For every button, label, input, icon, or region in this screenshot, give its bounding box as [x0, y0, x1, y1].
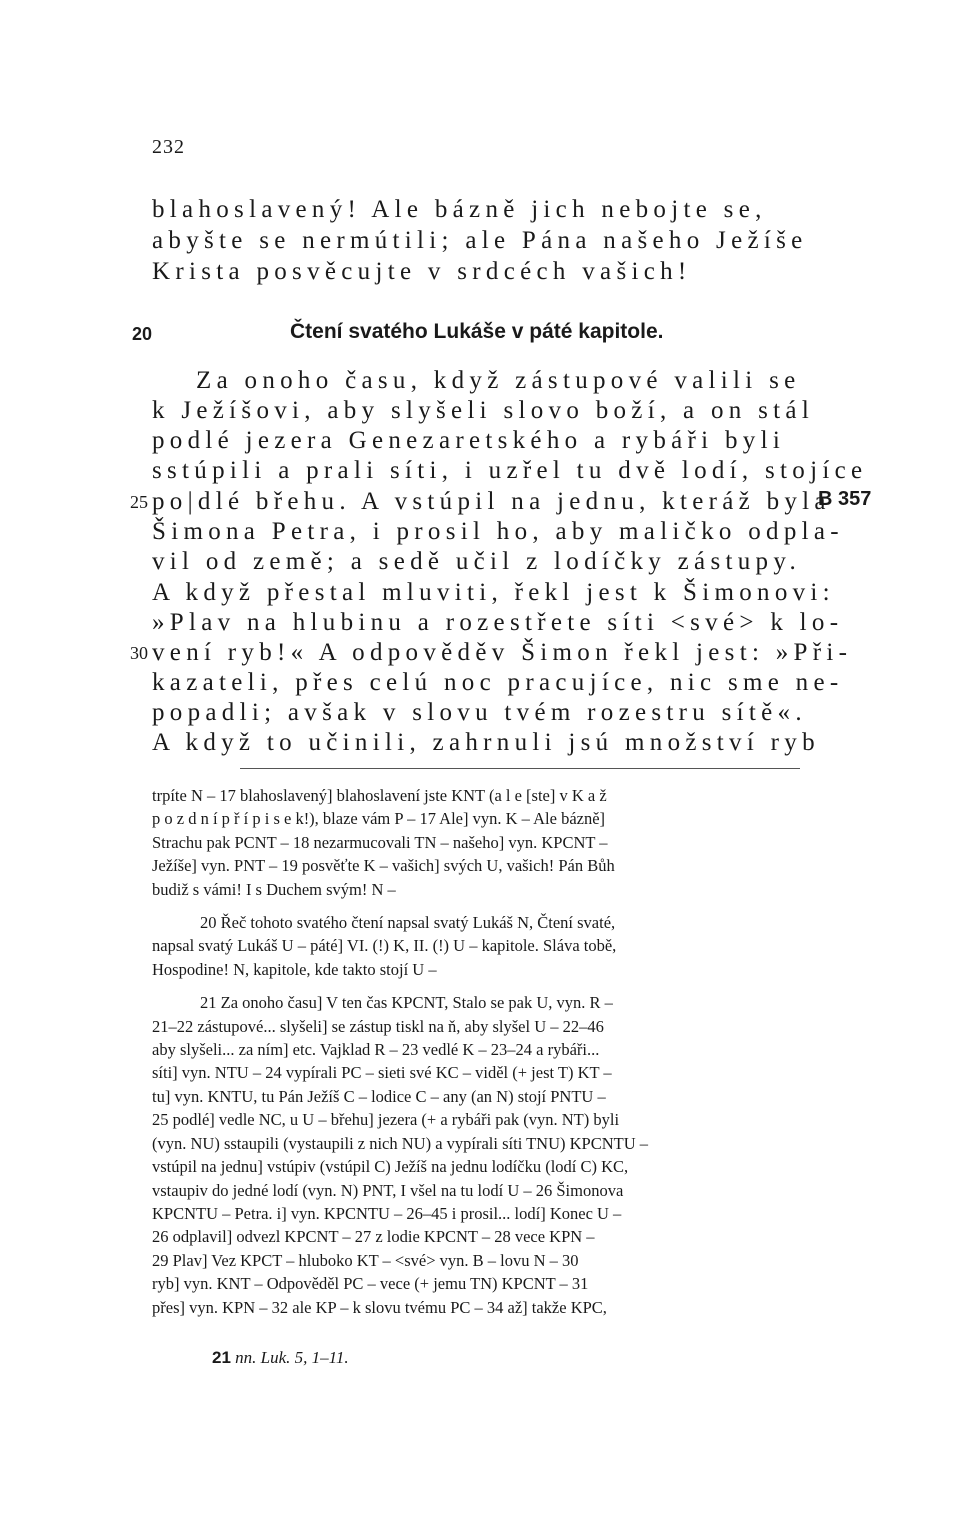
note-line: vstúpil na jednu] vstúpiv (vstúpil C) Ježíš na jednu lodíčku (lodí C) KC,	[152, 1157, 629, 1177]
note-line: (vyn. NU) sstaupili (vystaupili z nich NU) a vypírali síti TNU) KPCNTU –	[152, 1133, 649, 1153]
note-line: aby slyšeli... za ním] etc. Vajklad R – 23 vedlé K – 23–24 a rybáři...	[152, 1040, 600, 1060]
note-line: 21 Za onoho času] V ten čas KPCNT, Stalo se pak U, vyn. R –	[200, 993, 613, 1013]
body-line-1: Za onoho času, když zástupové valili se	[196, 367, 801, 394]
footnote-rule	[240, 768, 800, 769]
line-number-25: 25	[130, 492, 148, 512]
note-paragraph-1	[152, 784, 812, 901]
body-line-4: sstúpili a prali síti, i uzřel tu dvě lodí, stojíce	[152, 457, 868, 484]
note-line: trpíte N – 17 blahoslavený] blahoslavení jste KNT (a l e [ste] v K a ž	[152, 786, 607, 805]
note-paragraph-2	[152, 911, 812, 981]
note-line: ryb] vyn. KNT – Odpověděl PC – vece (+ jemu TN) KPCNT – 31	[152, 1274, 589, 1294]
heading-line-number: 20	[132, 324, 153, 344]
bible-reference	[212, 1348, 349, 1368]
note-line: síti] vyn. NTU – 24 vypírali PC – sieti své KC – viděl (+ jest T) KT –	[152, 1063, 612, 1083]
line-number-30: 30	[130, 643, 148, 663]
note-line: 20 Řeč tohoto svatého čtení napsal svatý Lukáš N, Čtení svaté,	[200, 913, 616, 933]
opening-line-1: blahoslavený! Ale bázně jich nebojte se,	[152, 196, 767, 223]
note-line: 25 podlé] vedle NC, u U – břehu] jezera (+ a rybáři pak (vyn. NT) byli	[152, 1110, 620, 1130]
body-line-13: A když to učinili, zahrnuli jsú množství ryb	[152, 729, 820, 756]
note-line: Ježíše] vyn. PNT – 19 posvěťte K – vašich] svých U, vašich! Pán Bůh	[152, 856, 615, 876]
body-line-9: »Plav na hlubinu a rozestřete síti <své> k lo-	[152, 609, 844, 636]
note-line: p o z d n í p ř í p i s e k!), blaze vám P – 17 Ale] vyn. K – Ale bázně]	[152, 809, 606, 829]
body-line-11: kazateli, přes celú noc pracujíce, nic sme ne-	[152, 669, 844, 696]
note-line: budiž s vámi! I s Duchem svým! N –	[152, 879, 396, 899]
note-paragraph-3	[152, 991, 812, 1319]
margin-reference: B 357	[818, 488, 872, 510]
body-line-12: popadli; avšak v slovu tvém rozestru sítě«.	[152, 699, 807, 726]
bible-reference-line-number: 21	[212, 1348, 231, 1367]
note-line: přes] vyn. KPN – 32 ale KP – k slovu tvému PC – 34 až] takže KPC,	[152, 1297, 607, 1317]
note-line: Hospodine! N, kapitole, kde takto stojí U –	[152, 959, 437, 979]
body-line-2: k Ježíšovi, aby slyšeli slovo boží, a on stál	[152, 397, 815, 424]
page-number: 232	[152, 136, 185, 158]
note-line: Strachu pak PCNT – 18 nezarmucovali TN – našeho] vyn. KPCNT –	[152, 832, 608, 852]
note-line: napsal svatý Lukáš U – páté] VI. (!) K, II. (!) U – kapitole. Sláva tobě,	[152, 936, 617, 956]
note-line: 29 Plav] Vez KPCT – hluboko KT – <své> vyn. B – lovu N – 30	[152, 1250, 579, 1270]
apparatus-notes	[152, 784, 812, 1329]
note-line: 21–22 zástupové... slyšeli] se zástup tiskl na ň, aby slyšel U – 22–46	[152, 1016, 604, 1036]
body-line-5: po|dlé břehu. A vstúpil na jednu, kteráž byla	[152, 488, 831, 515]
body-line-6: Šimona Petra, i prosil ho, aby maličko odpla-	[152, 518, 844, 545]
body-line-10: vení ryb!« A odpověděv Šimon řekl jest: »Při-	[152, 639, 853, 666]
bible-reference-text: nn. Luk. 5, 1–11.	[235, 1348, 349, 1367]
opening-line-3: Krista posvěcujte v srdcéch vašich!	[152, 258, 692, 285]
section-heading: Čtení svatého Lukáše v páté kapitole.	[290, 320, 664, 343]
body-line-8: A když přestal mluviti, řekl jest k Šimonovi:	[152, 579, 835, 606]
note-line: vstaupiv do jedné lodí (vyn. N) PNT, I všel na tu lodí U – 26 Šimonova	[152, 1180, 624, 1200]
note-line: 26 odplavil] odvezl KPCNT – 27 z lodie KPCNT – 28 vece KPN –	[152, 1227, 595, 1247]
body-line-7: vil od země; a sedě učil z lodíčky zástupy.	[152, 548, 802, 575]
body-line-3: podlé jezera Genezaretského a rybáři byli	[152, 427, 786, 454]
opening-line-2: abyšte se nermútili; ale Pána našeho Ježíše	[152, 227, 808, 254]
note-line: tu] vyn. KNTU, tu Pán Ježíš C – lodice C – any (an N) stojí PNTU –	[152, 1086, 606, 1106]
note-line: KPCNTU – Petra. i] vyn. KPCNTU – 26–45 i prosil... lodí] Konec U –	[152, 1203, 622, 1223]
